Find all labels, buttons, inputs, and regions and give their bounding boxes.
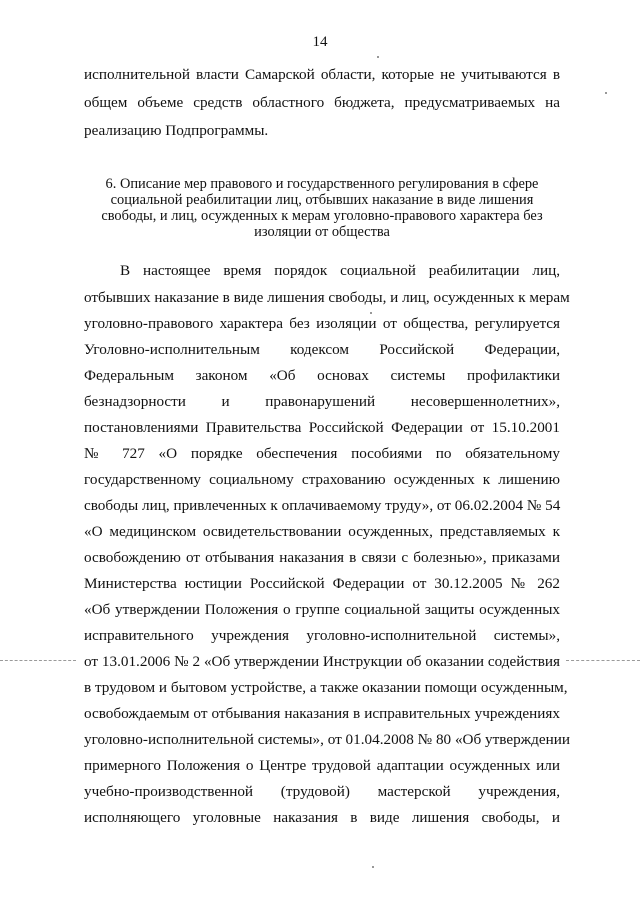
text-line: освобождаемым от отбывания наказания в исправительных учреждениях bbox=[84, 705, 560, 722]
scan-speck bbox=[377, 56, 379, 58]
page-number: 14 bbox=[312, 34, 328, 50]
heading-line: социальной реабилитации лиц, отбывших наказание в виде лишения bbox=[110, 192, 534, 208]
margin-dash-right bbox=[566, 660, 640, 661]
text-line: учебно-производственной (трудовой) мастерской учреждения, bbox=[84, 783, 560, 800]
text-line: отбывших наказание в виде лишения свободы, и лиц, осужденных к мерам bbox=[84, 289, 570, 306]
text-line: свободы лиц, привлеченных к оплачиваемому труду», от 06.02.2004 № 54 bbox=[84, 497, 561, 514]
text-line: исполнительной власти Самарской области, которые не учитываются в bbox=[84, 66, 560, 83]
text-line: «Об утверждении Положения о группе социальной защиты осужденных bbox=[84, 601, 560, 618]
text-line: от 13.01.2006 № 2 «Об утверждении Инструкции об оказании содействия bbox=[84, 653, 560, 670]
margin-dash-left bbox=[0, 660, 76, 661]
text-line: В настоящее время порядок социальной реабилитации лиц, bbox=[120, 262, 560, 279]
text-line: исправительного учреждения уголовно-исполнительной системы», bbox=[84, 627, 560, 644]
text-line: уголовно-исполнительной системы», от 01.04.2008 № 80 «Об утверждении bbox=[84, 731, 571, 748]
heading-line: 6. Описание мер правового и государственного регулирования в сфере bbox=[105, 176, 539, 192]
text-line: в трудовом и бытовом устройстве, а также оказании помощи осужденным, bbox=[84, 679, 568, 696]
text-line: «О медицинском освидетельствовании осужденных, представляемых к bbox=[84, 523, 560, 540]
text-line: Федеральным законом «Об основах системы профилактики bbox=[84, 367, 560, 384]
text-line: реализацию Подпрограммы. bbox=[84, 122, 269, 139]
text-line: Уголовно-исполнительным кодексом Российской Федерации, bbox=[84, 341, 560, 358]
text-line: Министерства юстиции Российской Федерации от 30.12.2005 № 262 bbox=[84, 575, 560, 592]
scan-speck bbox=[370, 312, 372, 314]
scan-speck bbox=[372, 866, 374, 868]
text-line: освобождению от отбывания наказания в связи с болезнью», приказами bbox=[84, 549, 560, 566]
text-line: № 727 «О порядке обеспечения пособиями по обязательному bbox=[84, 445, 560, 462]
text-line: государственному социальному страхованию осужденных к лишению bbox=[84, 471, 560, 488]
text-line: уголовно-правового характера без изоляции от общества, регулируется bbox=[84, 315, 560, 332]
text-line: примерного Положения о Центре трудовой адаптации осужденных или bbox=[84, 757, 560, 774]
heading-line: изоляции от общества bbox=[254, 224, 390, 240]
heading-line: свободы, и лиц, осужденных к мерам уголовно-правового характера без bbox=[101, 208, 543, 224]
scan-speck bbox=[605, 92, 607, 94]
text-line: исполняющего уголовные наказания в виде лишения свободы, и bbox=[84, 809, 560, 826]
text-line: постановлениями Правительства Российской Федерации от 15.10.2001 bbox=[84, 419, 560, 436]
text-line: безнадзорности и правонарушений несовершеннолетних», bbox=[84, 393, 560, 410]
text-line: общем объеме средств областного бюджета, предусматриваемых на bbox=[84, 94, 560, 111]
